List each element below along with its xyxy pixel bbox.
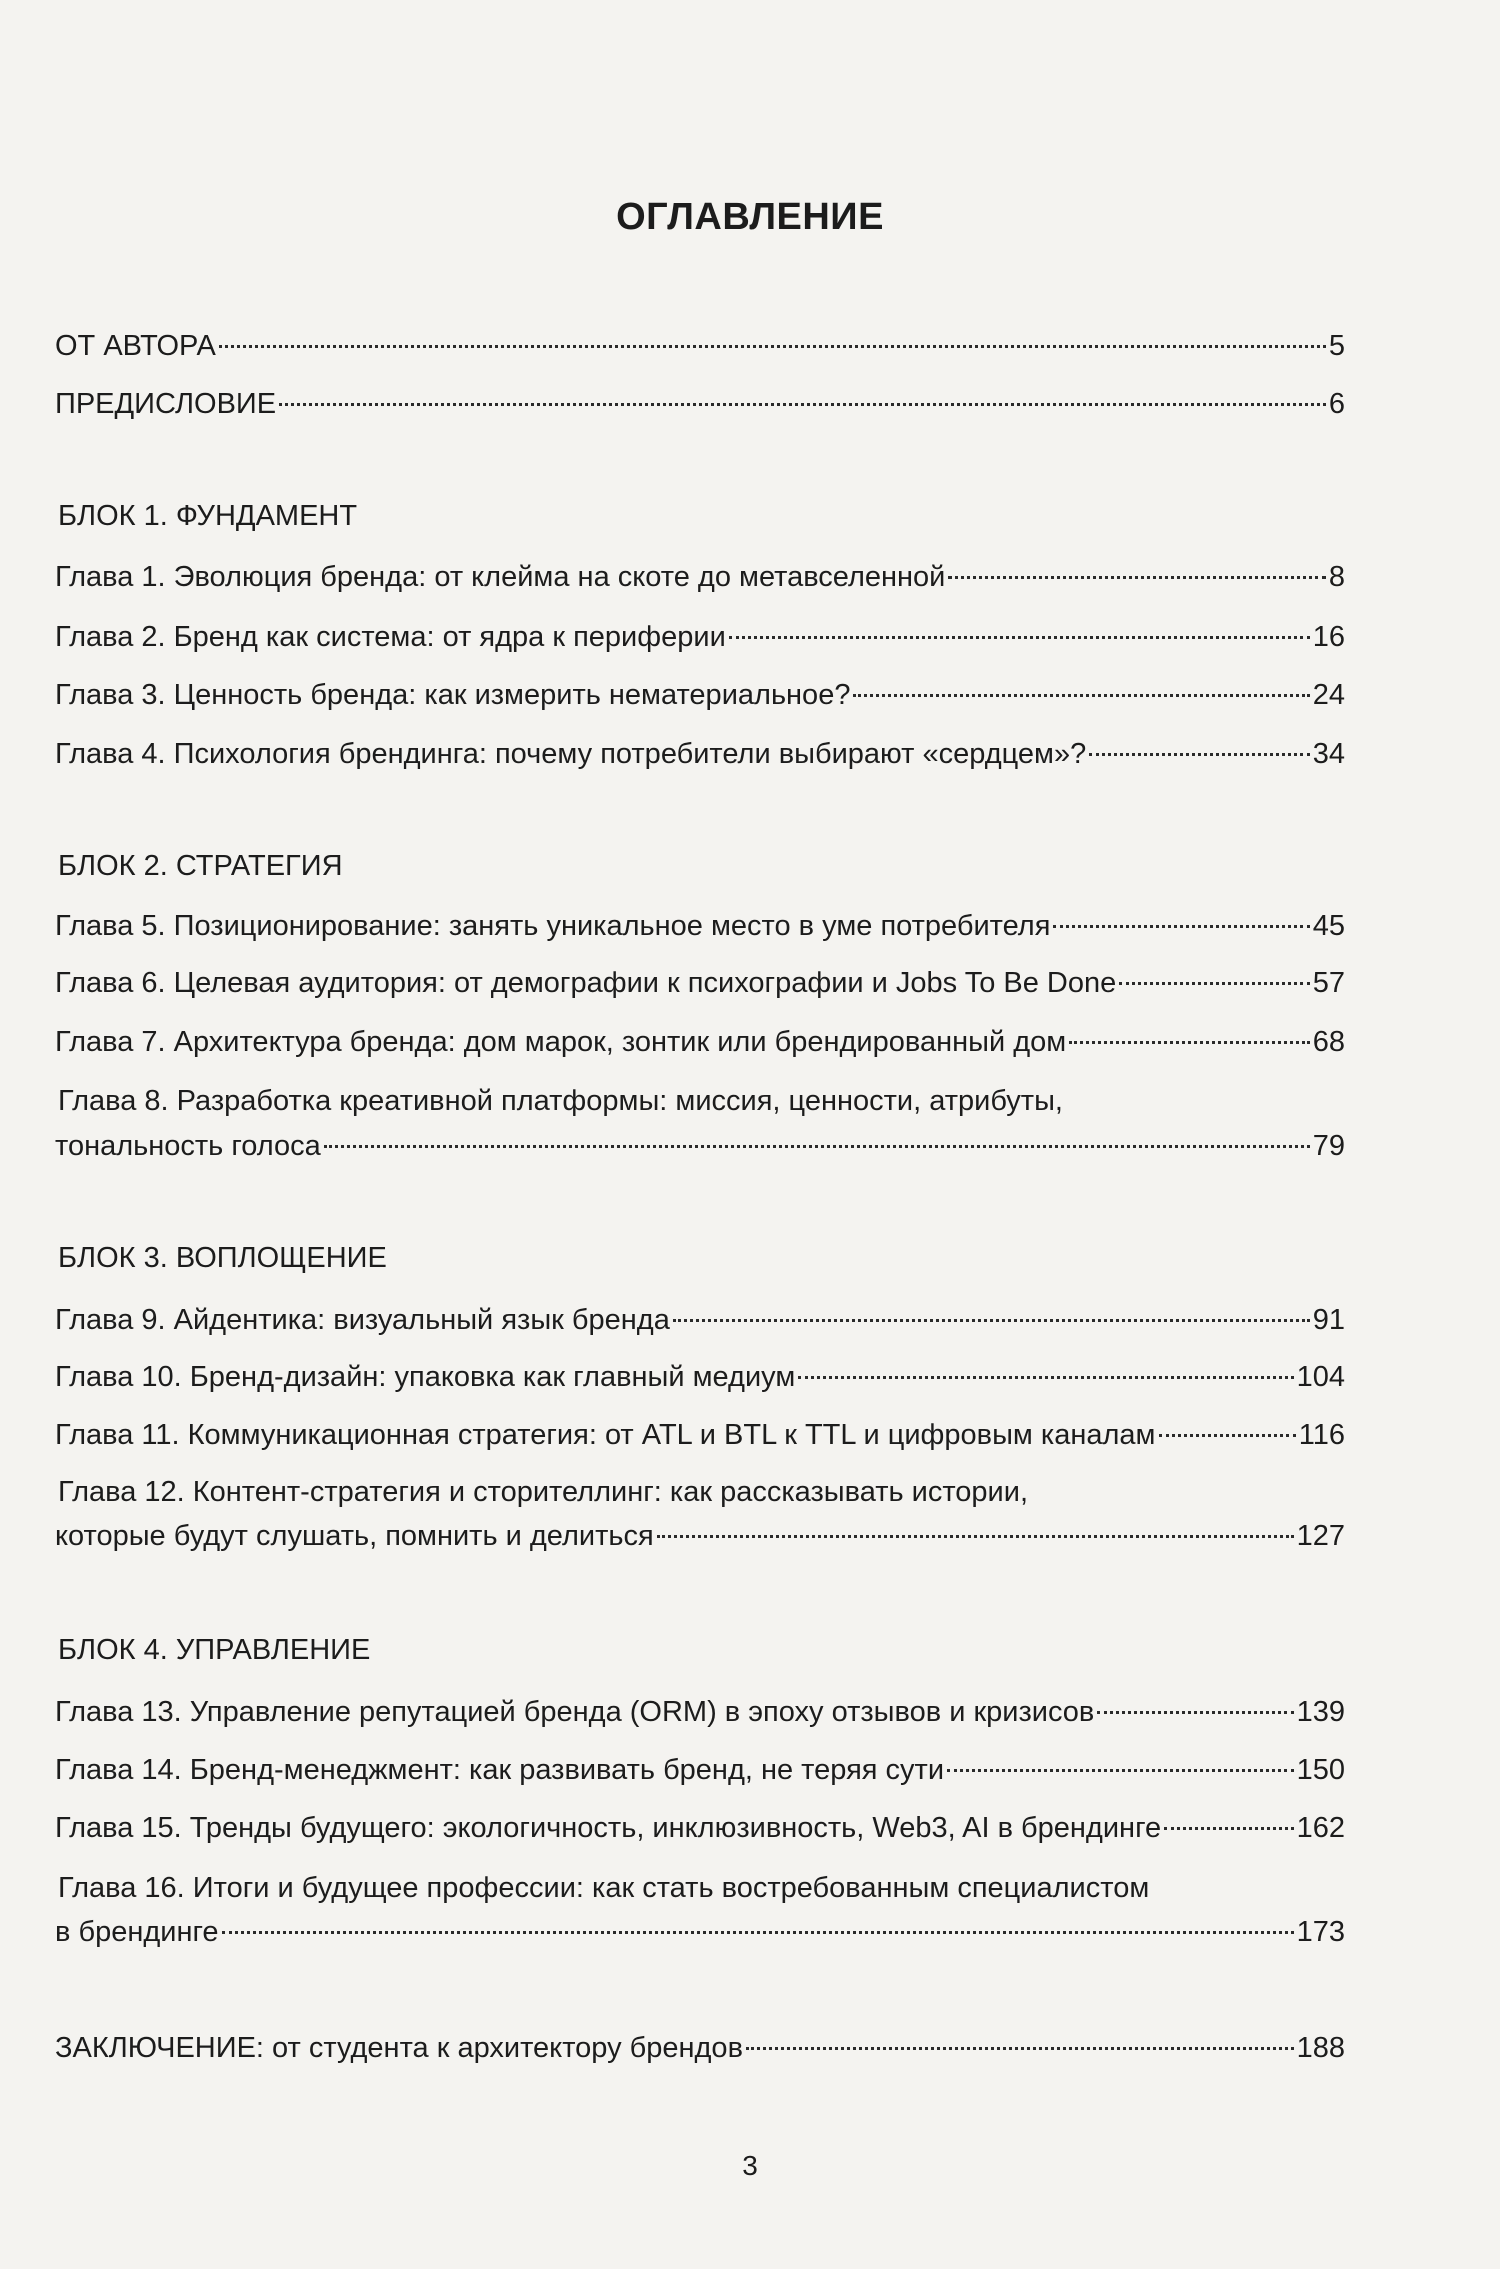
toc-entry-conclusion [55,2028,1345,2068]
toc-entry-text: Глава 11. Коммуникационная стратегия: от ATL и BTL к TTL и цифровым каналам [55,1419,1156,1451]
toc-entry-text: Глава 9. Айдентика: визуальный язык бренда [55,1304,670,1336]
leader-dots [673,1319,1310,1322]
toc-page-number: 34 [1312,738,1345,770]
toc-page-number: 5 [1328,330,1345,362]
section-heading-block2: БЛОК 2. СТРАТЕГИЯ [58,850,343,882]
toc-entry-ch12-line1: Глава 12. Контент-стратегия и сторителлинг: как рассказывать истории, [58,1476,1029,1508]
page-title: ОГЛАВЛЕНИЕ [616,196,884,238]
toc-page-number: 104 [1296,1361,1345,1393]
leader-dots [1069,1041,1310,1044]
page-number: 3 [742,2150,758,2181]
toc-page-number: 45 [1312,910,1345,942]
toc-entry-ch16-line1: Глава 16. Итоги и будущее профессии: как стать востребованным специалистом [58,1872,1150,1904]
leader-dots [746,2047,1294,2050]
leader-dots [853,694,1309,697]
toc-page-number: 150 [1296,1754,1345,1786]
toc-entry-text: Глава 14. Бренд-менеджмент: как развивать бренд, не теряя сути [55,1754,945,1786]
leader-dots [279,403,1326,406]
toc-entry-author [55,326,1345,366]
toc-entry-ch1 [55,557,1345,597]
toc-entry-text: в брендинге [55,1916,219,1948]
leader-dots [222,1931,1294,1934]
toc-entry-text: Глава 6. Целевая аудитория: от демографии к психографии и Jobs To Be Done [55,967,1117,999]
toc-entry-text: Глава 15. Тренды будущего: экологичность, инклюзивность, Web3, AI в брендинге [55,1812,1162,1844]
leader-dots [657,1535,1294,1538]
leader-dots [1053,925,1309,928]
toc-entry-text: которые будут слушать, помнить и делиться [55,1520,654,1552]
toc-entry-text: ОТ АВТОРА [55,330,216,362]
toc-entry-text: Глава 5. Позиционирование: занять уникальное место в уме потребителя [55,910,1051,942]
leader-dots [1159,1434,1296,1437]
toc-entry-ch11 [55,1415,1345,1455]
toc-entry-ch8-line1: Глава 8. Разработка креативной платформы: миссия, ценности, атрибуты, [58,1085,1063,1117]
leader-dots [1164,1827,1293,1830]
toc-page-number: 79 [1312,1130,1345,1162]
toc-page-number: 8 [1328,561,1345,593]
leader-dots [324,1145,1310,1148]
leader-dots [948,576,1326,579]
toc-entry-ch14 [55,1750,1345,1790]
toc-entry-text: Глава 4. Психология брендинга: почему потребители выбирают «сердцем»? [55,738,1087,770]
toc-entry-ch9 [55,1300,1345,1340]
toc-entry-ch16 [55,1912,1345,1952]
toc-entry-text: тональность голоса [55,1130,321,1162]
leader-dots [1097,1711,1293,1714]
toc-page-number: 188 [1296,2032,1345,2064]
toc-entry-ch4 [55,734,1345,774]
toc-entry-ch6 [55,963,1345,1003]
leader-dots [1089,753,1309,756]
toc-entry-ch8 [55,1126,1345,1166]
toc-page-number: 116 [1298,1419,1345,1451]
toc-page-number: 162 [1296,1812,1345,1844]
toc-entry-text: Глава 10. Бренд-дизайн: упаковка как главный медиум [55,1361,796,1393]
toc-entry-text: ЗАКЛЮЧЕНИЕ: от студента к архитектору брендов [55,2032,743,2064]
toc-entry-ch13 [55,1692,1345,1732]
toc-page-number: 173 [1296,1916,1345,1948]
section-heading-block1: БЛОК 1. ФУНДАМЕНТ [58,500,358,532]
toc-page-number: 127 [1296,1520,1345,1552]
toc-entry-text: Глава 13. Управление репутацией бренда (ORM) в эпоху отзывов и кризисов [55,1696,1095,1728]
toc-page-number: 6 [1328,388,1345,420]
toc-entry-ch12 [55,1516,1345,1556]
toc-entry-ch10 [55,1357,1345,1397]
toc-entry-ch7 [55,1022,1345,1062]
section-heading-block4: БЛОК 4. УПРАВЛЕНИЕ [58,1634,371,1666]
toc-entry-ch3 [55,675,1345,715]
toc-page-number: 24 [1312,679,1345,711]
toc-entry-ch2 [55,617,1345,657]
toc-entry-text: Глава 7. Архитектура бренда: дом марок, зонтик или брендированный дом [55,1026,1067,1058]
leader-dots [1119,982,1309,985]
toc-entry-ch15 [55,1808,1345,1848]
leader-dots [798,1376,1293,1379]
toc-page-number: 139 [1296,1696,1345,1728]
toc-entry-preface [55,384,1345,424]
toc-page-number: 68 [1312,1026,1345,1058]
leader-dots [947,1769,1294,1772]
leader-dots [219,345,1326,348]
toc-entry-ch5 [55,906,1345,946]
toc-entry-text: Глава 3. Ценность бренда: как измерить нематериальное? [55,679,851,711]
leader-dots [729,636,1310,639]
toc-entry-text: ПРЕДИСЛОВИЕ [55,388,277,420]
toc-page-number: 91 [1312,1304,1345,1336]
toc-entry-text: Глава 2. Бренд как система: от ядра к периферии [55,621,726,653]
toc-page-number: 57 [1312,967,1345,999]
toc-entry-text: Глава 1. Эволюция бренда: от клейма на скоте до метавселенной [55,561,946,593]
section-heading-block3: БЛОК 3. ВОПЛОЩЕНИЕ [58,1242,387,1274]
toc-page-number: 16 [1312,621,1345,653]
